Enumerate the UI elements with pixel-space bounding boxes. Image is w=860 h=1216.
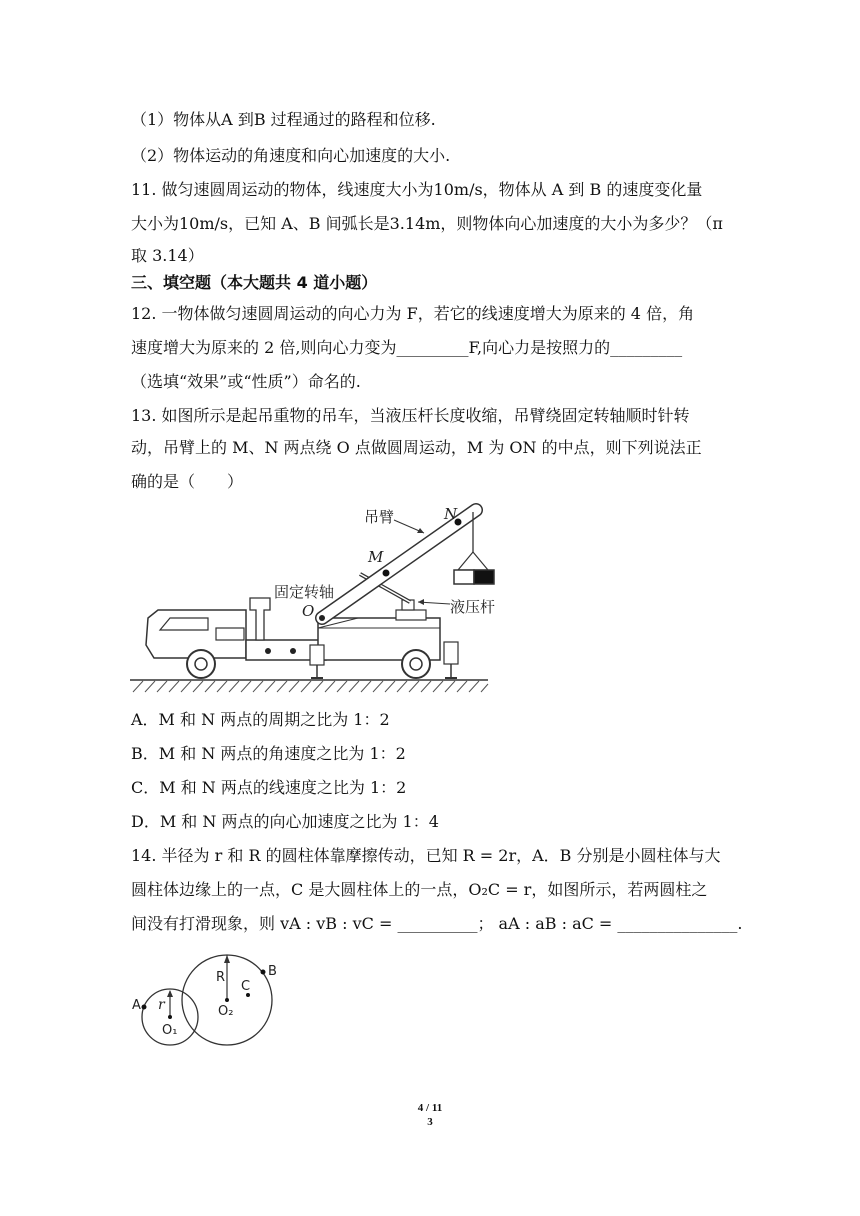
label-b: B [268,964,277,979]
option-b: B．M 和 N 两点的角速度之比为 1：2 [131,744,406,763]
text-line-2: （2）物体运动的角速度和向心加速度的大小. [131,146,451,165]
label-o: O [302,602,315,620]
option-c: C．M 和 N 两点的线速度之比为 1：2 [131,778,407,797]
option-a: A．M 和 N 两点的周期之比为 1：2 [131,710,390,729]
text-line-1: （1）物体从A 到B 过程通过的路程和位移. [131,110,436,129]
label-o2: O₂ [218,1004,234,1019]
option-d: D．M 和 N 两点的向心加速度之比为 1：4 [131,812,439,831]
question-14-line-2: 圆柱体边缘上的一点，C 是大圆柱体上的一点，O₂C = r，如图所示，若两圆柱之 [131,880,708,899]
label-a: A [132,998,141,1013]
label-hydraulic-rod: 液压杆 [450,598,496,616]
label-o1: O₁ [162,1023,178,1038]
question-14-line-3: 间没有打滑现象，则 vA : vB : vC = __________； aA : aB : aC = _______________. [131,914,743,933]
page-number: 4 / 11 [417,1102,443,1114]
section-heading: 三、填空题（本大题共 4 道小题） [131,273,378,292]
label-m: M [368,548,384,566]
crane-figure [128,500,496,694]
label-big-r: R [216,970,226,985]
question-11-line-3: 取 3.14） [131,246,204,265]
label-arm: 吊臂 [364,508,395,526]
label-c: C [241,979,251,994]
question-13-line-2: 动，吊臂上的 M、N 两点绕 O 点做圆周运动，M 为 ON 的中点，则下列说法正 [131,438,702,457]
label-n: N [444,505,458,523]
cylinders-figure [130,945,300,1051]
label-fixed-axis: 固定转轴 [274,583,335,601]
label-small-r: r [158,997,165,1013]
question-14-line-1: 14. 半径为 r 和 R 的圆柱体靠摩擦传动，已知 R = 2r，A．B 分别是小圆柱体与大 [131,846,721,865]
question-12-line-1: 12. 一物体做匀速圆周运动的向心力为 F，若它的线速度增大为原来的 4 倍，角 [131,304,695,323]
page-subnumber: 3 [427,1116,433,1128]
question-12-line-3: （选填“效果”或“性质”）命名的. [131,372,361,391]
question-12-line-2: 速度增大为原来的 2 倍,则向心力变为_________F,向心力是按照力的_________ [131,338,683,357]
question-13-line-1: 13. 如图所示是起吊重物的吊车，当液压杆长度收缩，吊臂绕固定转轴顺时针转 [131,406,690,425]
question-11-line-2: 大小为10m/s，已知 A、B 间弧长是3.14m，则物体向心加速度的大小为多少？（π [131,214,723,233]
question-11-line-1: 11. 做匀速圆周运动的物体，线速度大小为10m/s，物体从 A 到 B 的速度变化量 [131,180,703,199]
question-13-line-3: 确的是（ ） [131,472,244,491]
